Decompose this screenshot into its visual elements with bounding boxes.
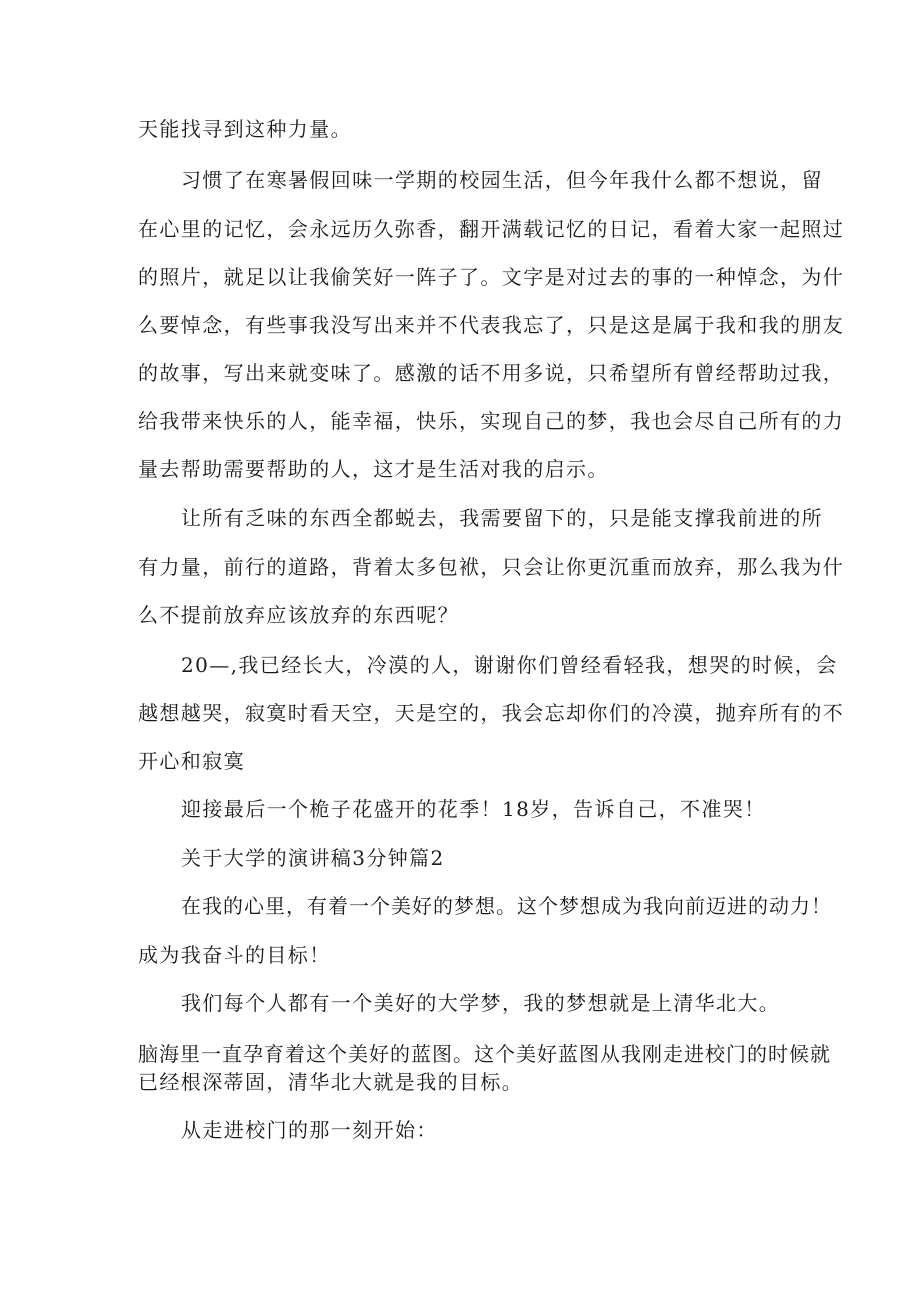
text-line: 么要悼念，有些事我没写出来并不代表我忘了，只是这是属于我和我的朋友 — [138, 313, 845, 337]
text-line: 在心里的记忆，会永远历久弥香，翻开满载记忆的日记，看着大家一起照过 — [138, 217, 845, 241]
text-line: 我们每个人都有一个美好的大学梦，我的梦想就是上清华北大。 — [181, 991, 781, 1015]
text-line: 么不提前放弃应该放弃的东西呢？ — [138, 603, 459, 627]
text-line: 在我的心里，有着一个美好的梦想。这个梦想成为我向前迈进的动力！ — [181, 894, 832, 918]
text-line: 已经根深蒂固，清华北大就是我的目标。 — [138, 1070, 524, 1094]
text-line: 天能找寻到这种力量。 — [138, 117, 352, 141]
section-heading: 关于大学的演讲稿3分钟篇2 — [181, 846, 445, 870]
text-line: 的故事，写出来就变味了。感激的话不用多说，只希望所有曾经帮助过我， — [138, 361, 845, 385]
text-line: 的照片，就足以让我偷笑好一阵子了。文字是对过去的事的一种悼念，为什 — [138, 265, 845, 289]
text-line: 迎接最后一个桅子花盛开的花季！18岁，告诉自己，不准哭！ — [181, 797, 766, 821]
text-line: 成为我奋斗的目标！ — [138, 943, 331, 967]
text-line: 20—,我已经长大，冷漠的人，谢谢你们曾经看轻我，想哭的时候，会 — [181, 653, 838, 677]
text-line: 给我带来快乐的人，能幸福，快乐，实现自己的梦，我也会尽自己所有的力 — [138, 409, 845, 433]
text-line: 让所有乏味的东西全都蜕去，我需要留下的，只是能支撑我前进的所 — [181, 506, 823, 530]
text-line: 习惯了在寒暑假回味一学期的校园生活，但今年我什么都不想说，留 — [181, 168, 823, 192]
text-line: 开心和寂寞 — [138, 749, 245, 773]
text-line: 从走进校门的那一刻开始： — [181, 1118, 438, 1142]
text-line: 有力量，前行的道路，背着太多包袱，只会让你更沉重而放弃，那么我为什 — [138, 555, 845, 579]
text-line: 脑海里一直孕育着这个美好的蓝图。这个美好蓝图从我刚走进校门的时候就 — [138, 1042, 831, 1066]
text-line: 越想越哭，寂寞时看天空，天是空的，我会忘却你们的冷漠，抛弃所有的不 — [138, 701, 845, 725]
text-line: 量去帮助需要帮助的人，这才是生活对我的启示。 — [138, 457, 609, 481]
